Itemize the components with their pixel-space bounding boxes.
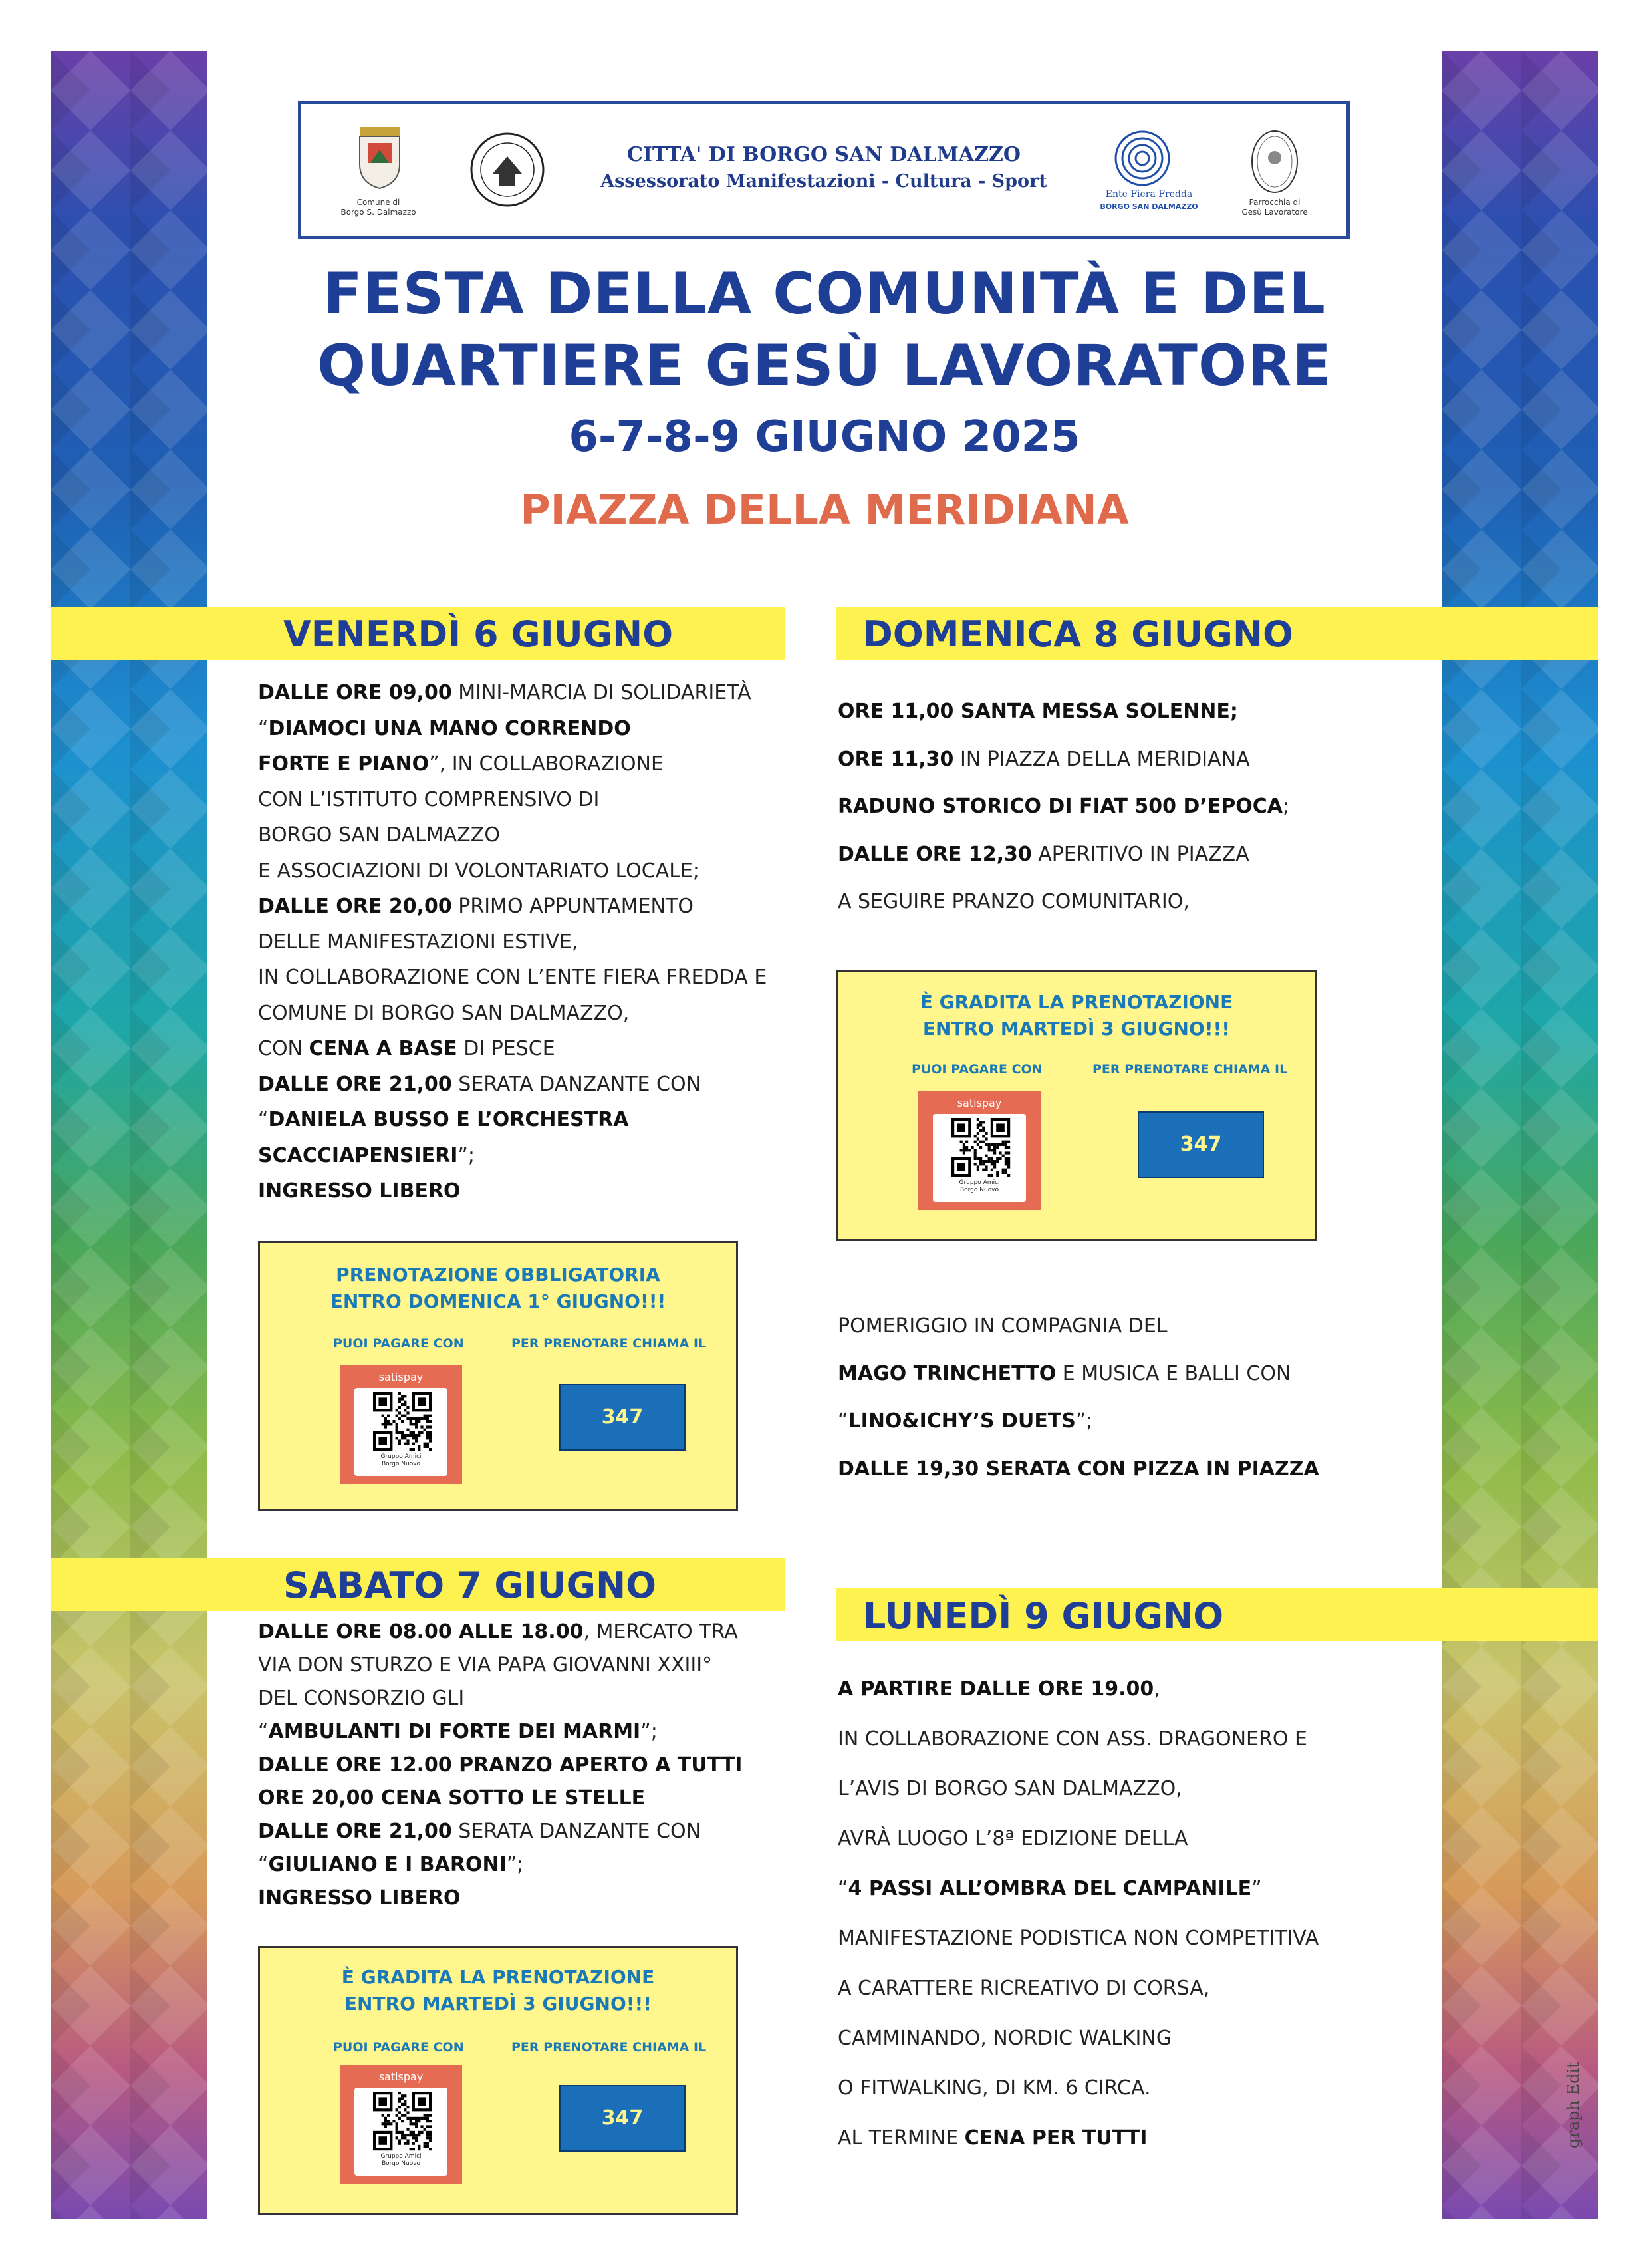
header-logo-box [298, 101, 1350, 239]
program-line: BORGO SAN DALMAZZO [258, 823, 500, 847]
comune-caption: Comune di Borgo S. Dalmazzo [340, 198, 416, 217]
program-line: FORTE E PIANO”, IN COLLABORAZIONE [258, 752, 664, 776]
qr-caption: Gruppo Amici Borgo Nuovo [380, 1453, 422, 1467]
booking-title-1: È GRADITA LA PRENOTAZIONE [341, 1966, 655, 1988]
program-line: DALLE ORE 12,30 APERITIVO IN PIAZZA [838, 842, 1249, 866]
call-label: PER PRENOTARE CHIAMA IL [511, 1336, 707, 1351]
booking-title-1: PRENOTAZIONE OBBLIGATORIA [336, 1264, 660, 1286]
program-line: CON L’ISTITUTO COMPRENSIVO DI [258, 787, 600, 811]
main-title-line2: QUARTIERE GESÙ LAVORATORE [317, 333, 1332, 399]
qr-code-icon [368, 1392, 434, 1452]
day-bar-lunedi [836, 1588, 1598, 1641]
header-assessorato: Assessorato Manifestazioni - Cultura - Sport [600, 171, 1047, 192]
qr-caption: Gruppo Amici Borgo Nuovo [380, 2153, 422, 2167]
booking-box-domenica [836, 970, 1317, 1241]
parrocchia-seal-logo [1249, 128, 1300, 198]
program-line: INGRESSO LIBERO [258, 1179, 461, 1203]
program-line: DALLE ORE 21,00 SERATA DANZANTE CON [258, 1820, 701, 1843]
program-line: “DIAMOCI UNA MANO CORRENDO [258, 716, 631, 740]
stripe-gradient-right [1442, 51, 1598, 2219]
satispay-brand: satispay [378, 2070, 424, 2083]
program-line: A PARTIRE DALLE ORE 19.00, [838, 1677, 1160, 1701]
pay-label: PUOI PAGARE CON [333, 1336, 464, 1351]
day-title-sabato: SABATO 7 GIUGNO [283, 1564, 657, 1606]
pay-label: PUOI PAGARE CON [912, 1062, 1043, 1077]
event-place: PIAZZA DELLA MERIDIANA [520, 486, 1129, 534]
ente-fiera-fredda-logo [1106, 128, 1179, 191]
satispay-brand: satispay [957, 1097, 1002, 1109]
main-title-line1: FESTA DELLA COMUNITÀ E DEL [323, 261, 1326, 327]
program-line: DELLE MANIFESTAZIONI ESTIVE, [258, 930, 578, 954]
phone-number[interactable]: 347 4968599 [559, 2085, 686, 2152]
pay-label: PUOI PAGARE CON [333, 2040, 464, 2055]
program-line: MAGO TRINCHETTO E MUSICA E BALLI CON [838, 1361, 1291, 1385]
program-line: L’AVIS DI BORGO SAN DALMAZZO, [838, 1777, 1182, 1800]
program-line: AL TERMINE CENA PER TUTTI [838, 2126, 1148, 2150]
program-line: IN COLLABORAZIONE CON L’ENTE FIERA FREDDA E [258, 966, 767, 989]
booking-title-1: È GRADITA LA PRENOTAZIONE [920, 991, 1233, 1013]
stripe-gradient-left [51, 51, 207, 2219]
fiera-caption-1: Ente Fiera Fredda [1105, 189, 1193, 200]
program-line: DEL CONSORZIO GLI [258, 1687, 465, 1710]
event-dates: 6-7-8-9 GIUGNO 2025 [569, 412, 1080, 462]
satispay-qr-card[interactable] [340, 1365, 462, 1484]
right-decorative-stripe [1442, 51, 1598, 2219]
program-line: “AMBULANTI DI FORTE DEI MARMI”; [258, 1720, 658, 1743]
program-line: DALLE ORE 08.00 ALLE 18.00, MERCATO TRA [258, 1620, 738, 1643]
left-decorative-stripe [51, 51, 207, 2219]
program-line: AVRÀ LUOGO L’8ª EDIZIONE DELLA [838, 1827, 1188, 1850]
day-title-lunedi: LUNEDÌ 9 GIUGNO [863, 1595, 1224, 1637]
day-bar-domenica [836, 607, 1598, 660]
program-line: SCACCIAPENSIERI”; [258, 1143, 475, 1167]
program-line: DALLE ORE 21,00 SERATA DANZANTE CON [258, 1072, 701, 1096]
program-line: MANIFESTAZIONE PODISTICA NON COMPETITIVA [838, 1927, 1319, 1950]
booking-title-2: ENTRO DOMENICA 1° GIUGNO!!! [330, 1290, 666, 1312]
qr-code-icon [946, 1118, 1013, 1178]
satispay-brand: satispay [378, 1371, 424, 1383]
program-line: DALLE 19,30 SERATA CON PIZZA IN PIAZZA [838, 1457, 1319, 1481]
call-label: PER PRENOTARE CHIAMA IL [511, 2040, 707, 2055]
satispay-qr-card[interactable] [340, 2065, 462, 2184]
program-line: DALLE ORE 12.00 PRANZO APERTO A TUTTI [258, 1753, 743, 1776]
program-line: VIA DON STURZO E VIA PAPA GIOVANNI XXIII° [258, 1653, 713, 1677]
booking-box-sabato [258, 1946, 738, 2215]
program-line: E ASSOCIAZIONI DI VOLONTARIATO LOCALE; [258, 859, 700, 883]
program-line: ORE 20,00 CENA SOTTO LE STELLE [258, 1786, 646, 1810]
call-label: PER PRENOTARE CHIAMA IL [1092, 1062, 1288, 1077]
day-bar-venerdi [51, 607, 785, 660]
program-line: A CARATTERE RICREATIVO DI CORSA, [838, 1977, 1210, 2000]
program-line: A SEGUIRE PRANZO COMUNITARIO, [838, 890, 1190, 913]
program-line: RADUNO STORICO DI FIAT 500 D’EPOCA; [838, 795, 1290, 818]
program-line: IN COLLABORAZIONE CON ASS. DRAGONERO E [838, 1727, 1307, 1751]
program-line: CON CENA A BASE DI PESCE [258, 1037, 555, 1060]
satispay-qr-card[interactable] [918, 1091, 1041, 1210]
program-line: COMUNE DI BORGO SAN DALMAZZO, [258, 1001, 630, 1025]
day-title-venerdi: VENERDÌ 6 GIUGNO [283, 613, 674, 655]
qr-code-icon [368, 2092, 434, 2152]
program-line: ORE 11,00 SANTA MESSA SOLENNE; [838, 700, 1238, 723]
program-line: “4 PASSI ALL’OMBRA DEL CAMPANILE” [838, 1877, 1262, 1900]
booking-box-venerdi [258, 1241, 738, 1511]
parrocchia-caption: Parrocchia di Gesù Lavoratore [1241, 198, 1308, 217]
fiera-caption-2: BORGO SAN DALMAZZO [1100, 202, 1198, 211]
phone-number[interactable]: 347 4968599 [559, 1384, 686, 1451]
header-city-title: CITTA' DI BORGO SAN DALMAZZO [626, 143, 1021, 166]
booking-title-2: ENTRO MARTEDÌ 3 GIUGNO!!! [922, 1018, 1231, 1040]
program-line: INGRESSO LIBERO [258, 1886, 461, 1910]
booking-title-2: ENTRO MARTEDÌ 3 GIUGNO!!! [344, 1993, 652, 2015]
day-bar-sabato [51, 1558, 785, 1611]
program-line: “GIULIANO E I BARONI”; [258, 1853, 524, 1876]
program-line: ORE 11,30 IN PIAZZA DELLA MERIDIANA [838, 747, 1250, 771]
graph-edit-credit: graph Edit [1564, 2062, 1583, 2148]
program-line: CAMMINANDO, NORDIC WALKING [838, 2027, 1172, 2050]
program-line: “DANIELA BUSSO E L’ORCHESTRA [258, 1108, 629, 1131]
program-line: DALLE ORE 20,00 PRIMO APPUNTAMENTO [258, 895, 694, 918]
day-title-domenica: DOMENICA 8 GIUGNO [863, 613, 1293, 655]
program-line: “LINO&ICHY’S DUETS”; [838, 1409, 1093, 1433]
program-line: POMERIGGIO IN COMPAGNIA DEL [838, 1314, 1168, 1338]
phone-number[interactable]: 347 4968599 [1138, 1111, 1264, 1178]
qr-caption: Gruppo Amici Borgo Nuovo [959, 1179, 1000, 1193]
program-line: DALLE ORE 09,00 MINI-MARCIA DI SOLIDARIETÀ [258, 681, 751, 704]
program-line: O FITWALKING, DI KM. 6 CIRCA. [838, 2076, 1151, 2100]
